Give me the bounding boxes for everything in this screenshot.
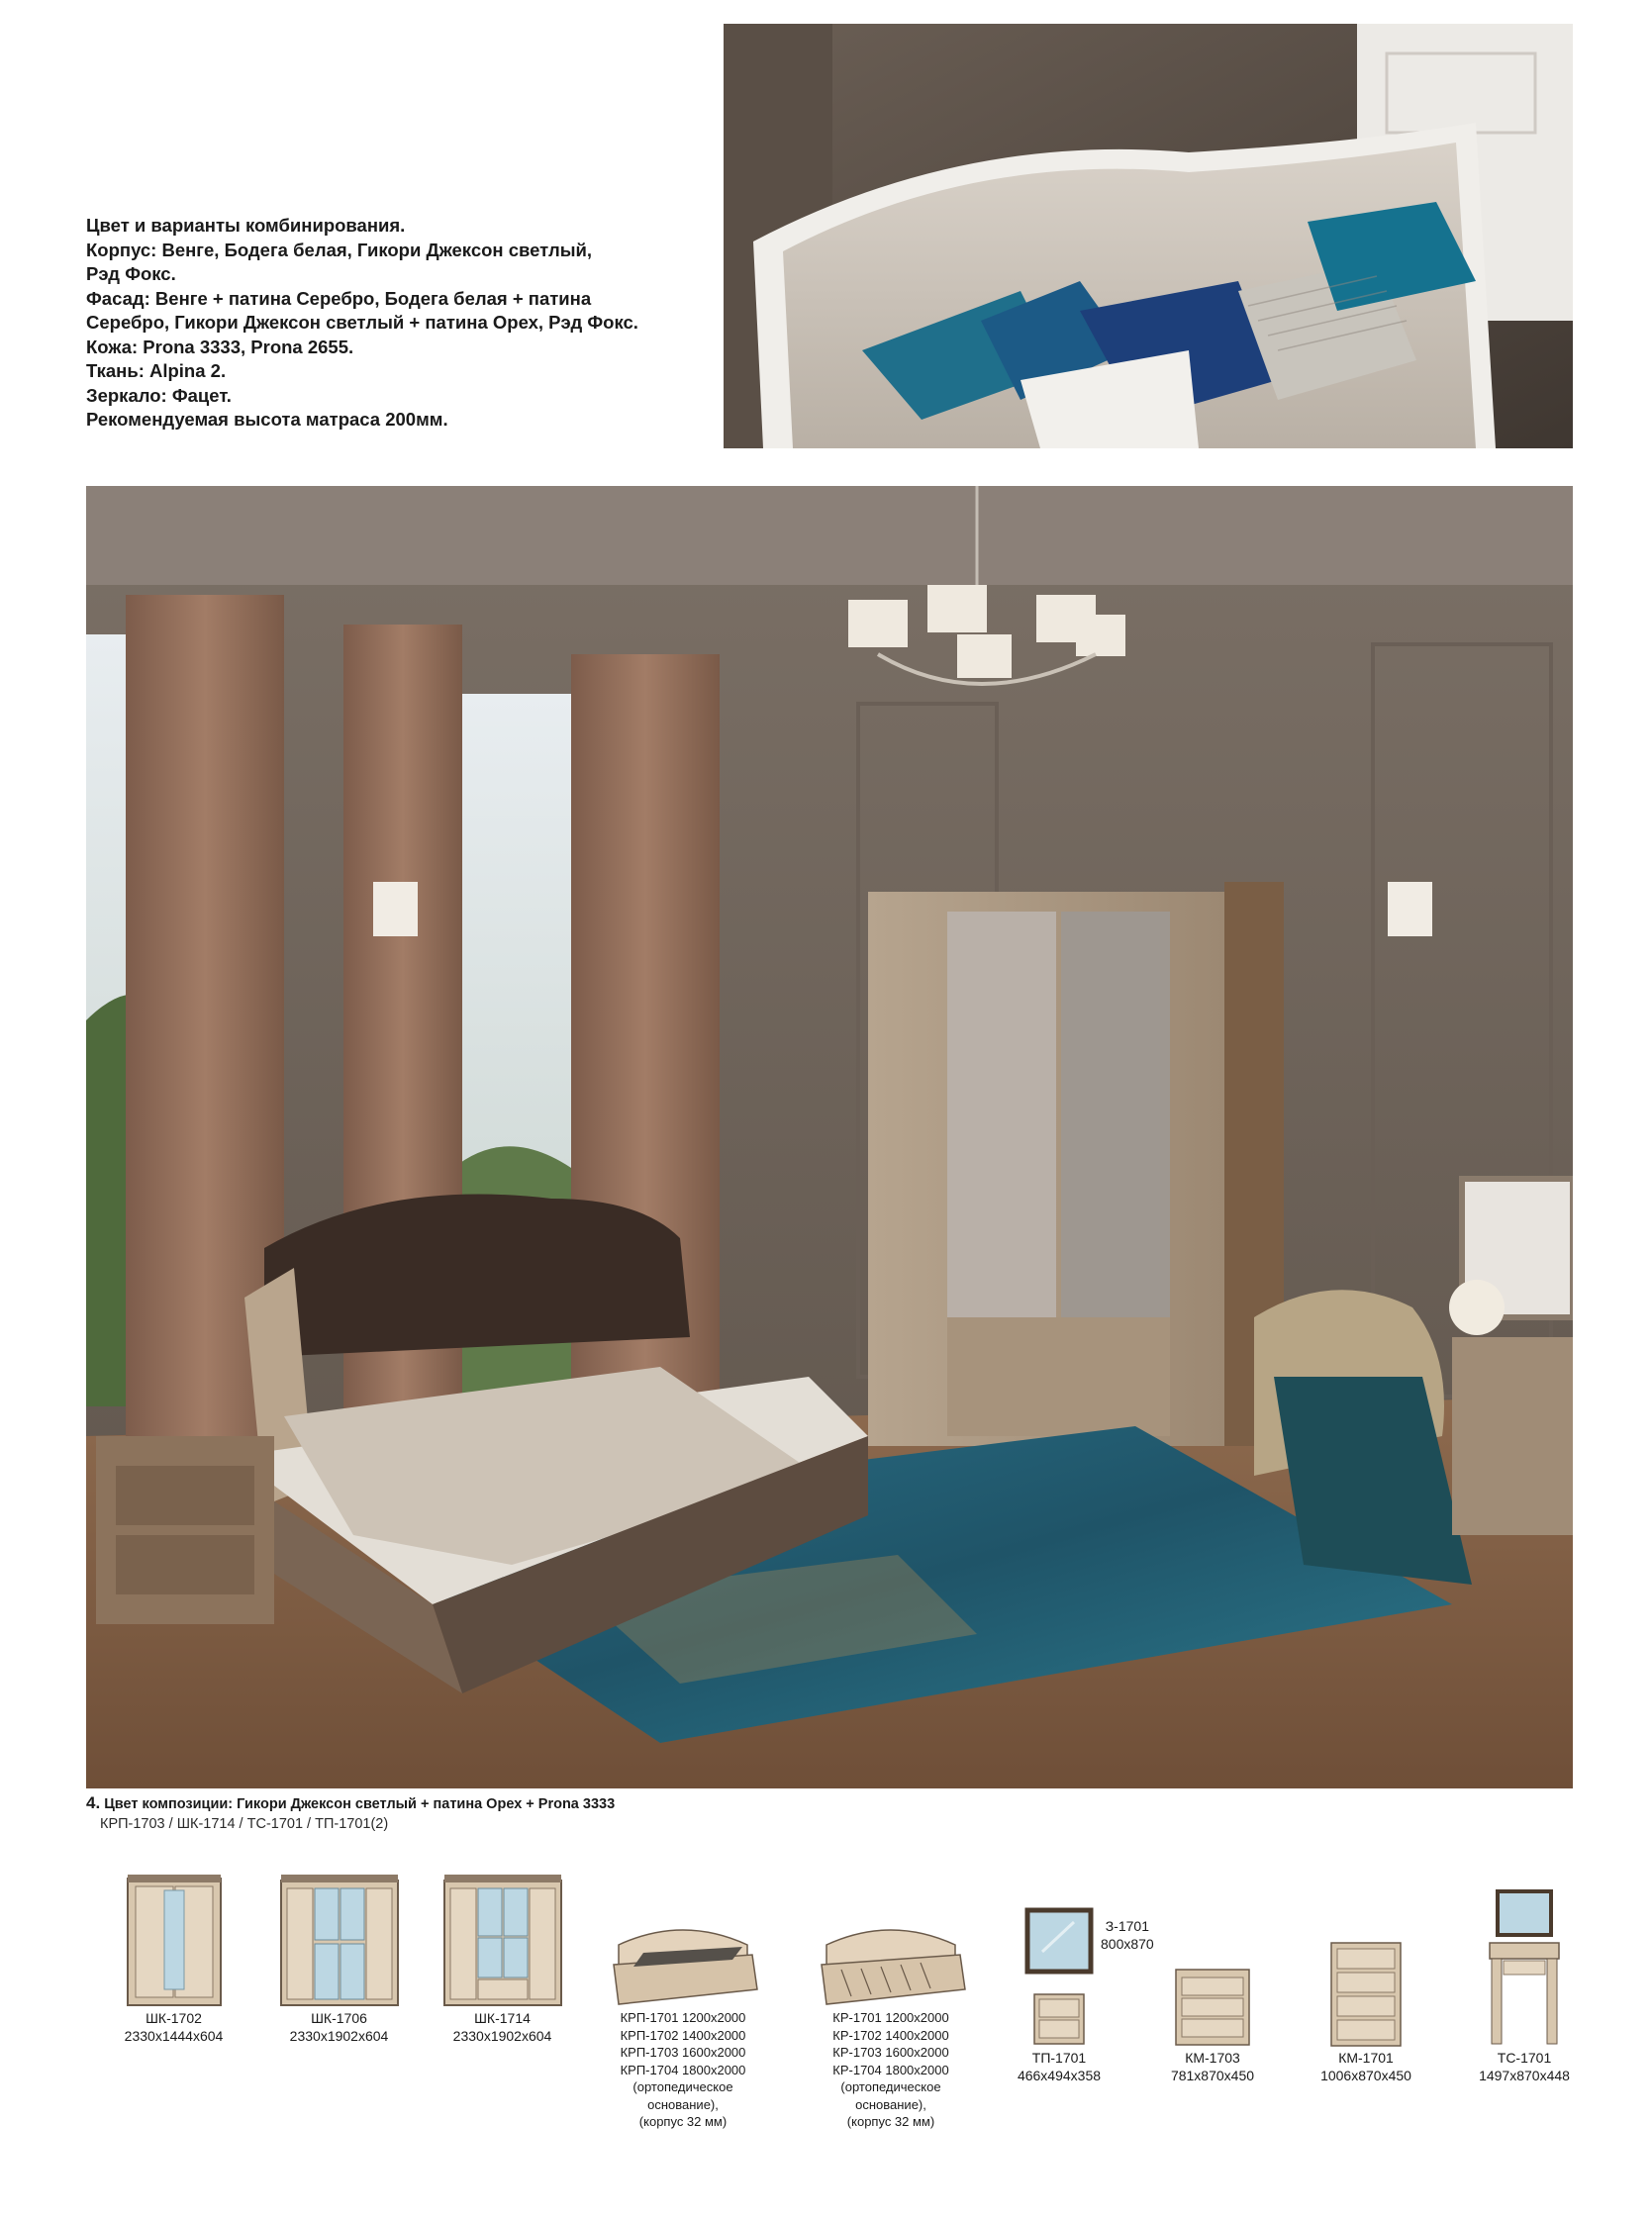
product-line: (корпус 32 мм) bbox=[846, 2114, 935, 2129]
bed-lift-thumbnail bbox=[604, 1905, 762, 2009]
product-tp-1701 bbox=[990, 1989, 1128, 2084]
product-size: 466x494x358 bbox=[1017, 2068, 1102, 2083]
wardrobe-2door-thumbnail bbox=[110, 1871, 239, 2009]
spec-line: Фасад: Венге + патина Серебро, Бодега белая + патина bbox=[86, 287, 592, 309]
spec-line: Зеркало: Фацет. bbox=[86, 384, 232, 406]
bed-slats-thumbnail bbox=[812, 1905, 970, 2009]
product-code: КМ-1701 bbox=[1338, 2050, 1394, 2066]
product-kr-bed bbox=[802, 1905, 980, 2131]
product-size: 2330x1902x604 bbox=[289, 2028, 389, 2044]
product-code: ТС-1701 bbox=[1497, 2050, 1552, 2066]
bedroom-interior-photo bbox=[86, 486, 1573, 1788]
spec-line: Ткань: Alpina 2. bbox=[86, 360, 227, 381]
mirror-size: 800x870 bbox=[1101, 1936, 1154, 1952]
photo-caption bbox=[86, 1793, 615, 1834]
product-size: 781x870x450 bbox=[1170, 2068, 1255, 2083]
spec-line: Серебро, Гикори Джексон светлый + патина Орех, Рэд Фокс. bbox=[86, 312, 638, 333]
product-shk-1702 bbox=[87, 1871, 260, 2045]
product-line: КРП-1701 1200x2000 bbox=[620, 2010, 746, 2025]
product-code: ТП-1701 bbox=[1031, 2050, 1087, 2066]
caption-number: 4. bbox=[86, 1793, 101, 1812]
mirror-code: З-1701 bbox=[1105, 1918, 1149, 1934]
product-size: 2330x1444x604 bbox=[124, 2028, 224, 2044]
spec-block bbox=[86, 214, 720, 433]
mirror-label bbox=[1101, 1917, 1154, 1953]
caption-text: Цвет композиции: Гикори Джексон светлый + патина Орех + Prona 3333 bbox=[104, 1796, 616, 1812]
dressing-table-thumbnail bbox=[1480, 1885, 1569, 2049]
product-line: КР-1701 1200x2000 bbox=[832, 2010, 949, 2025]
product-km-1703 bbox=[1143, 1960, 1282, 2084]
spec-line: Рэд Фокс. bbox=[86, 263, 176, 284]
mirror-thumbnail bbox=[1024, 1907, 1094, 1975]
wardrobe-4door-thumbnail bbox=[275, 1871, 404, 2009]
product-line: (ортопедическое bbox=[840, 2079, 941, 2094]
product-shk-1706 bbox=[252, 1871, 426, 2045]
product-size: 2330x1902x604 bbox=[452, 2028, 552, 2044]
product-line: основание), bbox=[855, 2096, 926, 2112]
headboard-closeup-photo bbox=[724, 24, 1573, 448]
product-line: (ортопедическое bbox=[632, 2079, 733, 2094]
product-size: 1497x870x448 bbox=[1479, 2068, 1570, 2083]
product-krp-bed bbox=[594, 1905, 772, 2131]
caption-items: КРП-1703 / ШК-1714 / ТС-1701 / ТП-1701(2) bbox=[100, 1816, 389, 1832]
product-code: ШК-1706 bbox=[311, 2010, 367, 2026]
wardrobe-4door-drawers-thumbnail bbox=[438, 1871, 567, 2009]
product-code: ШК-1714 bbox=[474, 2010, 531, 2026]
product-line: КР-1704 1800x2000 bbox=[832, 2062, 949, 2077]
product-line: КР-1702 1400x2000 bbox=[832, 2027, 949, 2043]
product-line: КРП-1703 1600x2000 bbox=[620, 2045, 746, 2060]
product-line: КР-1703 1600x2000 bbox=[832, 2045, 949, 2060]
product-line: КРП-1702 1400x2000 bbox=[620, 2027, 746, 2043]
spec-line: Кожа: Prona 3333, Prona 2655. bbox=[86, 336, 354, 357]
product-km-1701 bbox=[1292, 1935, 1440, 2084]
product-code: КМ-1703 bbox=[1185, 2050, 1240, 2066]
product-line: (корпус 32 мм) bbox=[638, 2114, 728, 2129]
product-code: ШК-1702 bbox=[146, 2010, 202, 2026]
spec-line: Рекомендуемая высота матраса 200мм. bbox=[86, 409, 448, 430]
nightstand-thumbnail bbox=[1024, 1989, 1094, 2049]
product-ts-1701 bbox=[1445, 1885, 1603, 2084]
spec-line: Корпус: Венге, Бодега белая, Гикори Джексон светлый, bbox=[86, 239, 593, 260]
chest-3drawer-thumbnail bbox=[1168, 1960, 1257, 2049]
product-line: КРП-1704 1800x2000 bbox=[620, 2062, 746, 2077]
chest-4drawer-thumbnail bbox=[1321, 1935, 1410, 2049]
spec-line: Цвет и варианты комбинирования. bbox=[86, 215, 406, 236]
product-shk-1714 bbox=[416, 1871, 589, 2045]
product-line: основание), bbox=[647, 2096, 719, 2112]
product-size: 1006x870x450 bbox=[1320, 2068, 1411, 2083]
